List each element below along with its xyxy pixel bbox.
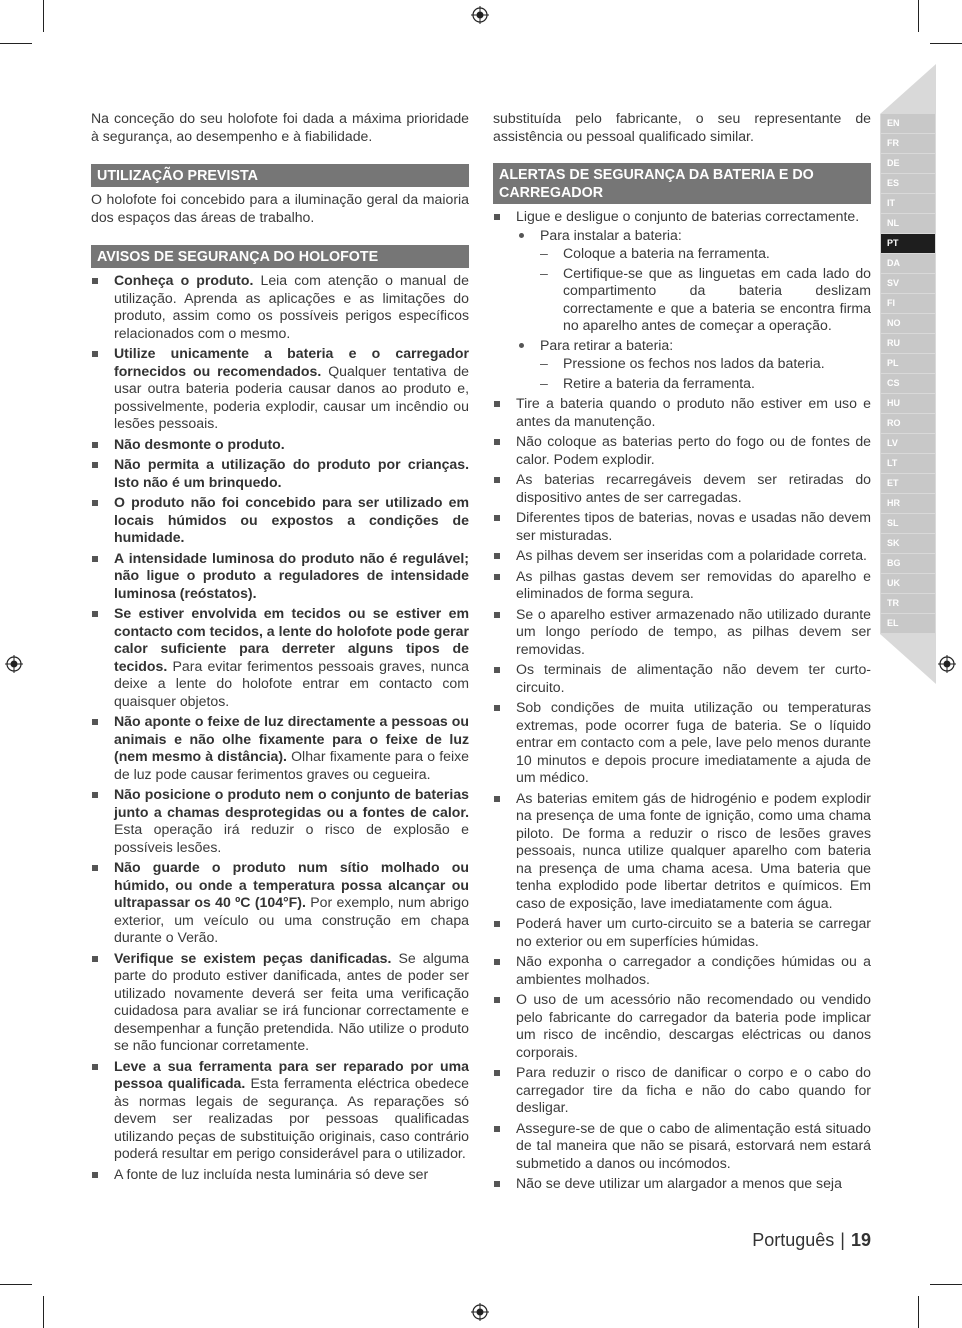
sub-list-item bbox=[516, 337, 871, 393]
language-tab-sv[interactable]: SV bbox=[881, 274, 935, 293]
list-item: Diferentes tipos de baterias, novas e usadas não devem ser misturadas. bbox=[493, 509, 871, 544]
list-item bbox=[91, 456, 469, 491]
list-item-bold: Não guarde o produto num sítio molhado ou húmido, ou onde a temperatura possa alcançar ou ultrapassar os 40 ºC (104°F). bbox=[114, 859, 469, 910]
list-item-bold: A intensidade luminosa do produto não é regulável; não ligue o produto a reguladores de intensidade luminosa (reóstatos). bbox=[114, 549, 469, 601]
list-item-text: Esta ferramenta eléctrica obedece às normas legais de segurança. As reparações só devem ser realizadas por pessoas qualificadas utilizando peças de substituição originais, caso contrário poderá resultar em perigo considerável para o utilizador. bbox=[114, 1075, 469, 1161]
language-tab-pl[interactable]: PL bbox=[881, 354, 935, 373]
page-footer bbox=[752, 1230, 871, 1251]
language-tab-tr[interactable]: TR bbox=[881, 594, 935, 613]
language-tab-et[interactable]: ET bbox=[881, 474, 935, 493]
floodlight-safety-list bbox=[91, 272, 469, 1183]
list-item-text: Por exemplo, num abrigo exterior, um veículo ou uma construção em chapa durante o Verão. bbox=[114, 894, 469, 945]
crop-mark bbox=[0, 1284, 32, 1285]
list-item bbox=[493, 208, 871, 392]
list-item: Não se deve utilizar um alargador a menos que seja bbox=[493, 1175, 871, 1193]
list-item: Poderá haver um curto-circuito se a bateria se carregar no exterior ou em superfícies húmidas. bbox=[493, 915, 871, 950]
step-item: – Coloque a bateria na ferramenta. bbox=[540, 245, 871, 263]
crop-mark bbox=[930, 43, 962, 44]
list-item: As pilhas devem ser inseridas com a polaridade correta. bbox=[493, 547, 871, 565]
list-item bbox=[91, 436, 469, 454]
list-item bbox=[91, 550, 469, 603]
list-item-text: A fonte de luz incluída nesta luminária só deve ser bbox=[114, 1165, 429, 1182]
section-heading-intended-use: UTILIZAÇÃO PREVISTA bbox=[91, 164, 469, 187]
language-tab-lt[interactable]: LT bbox=[881, 454, 935, 473]
list-item-bold: Não posicione o produto nem o conjunto de baterias junto a chamas desprotegidas ou a fontes de calor. bbox=[114, 786, 469, 820]
list-item-bold: O produto não foi concebido para ser utilizado em locais húmidos ou expostos a condições de humidade. bbox=[114, 494, 469, 545]
step-item: – Retire a bateria da ferramenta. bbox=[540, 375, 871, 393]
install-steps-list bbox=[540, 245, 871, 335]
list-item-text: Ligue e desligue o conjunto de baterias correctamente. bbox=[516, 208, 860, 224]
list-item-text: Leia com atenção o manual de utilização. Aprenda as aplicações e as limitações do produto, assim como os possíveis perigos específicos relacionados com o mesmo. bbox=[114, 272, 469, 341]
page-number: 19 bbox=[850, 1230, 871, 1250]
language-tab-sk[interactable]: SK bbox=[881, 534, 935, 553]
crop-mark bbox=[918, 1296, 919, 1328]
list-item-text: Qualquer tentativa de usar outra bateria poderia causar danos ao produto e, possivelmente, poderia explodir, causar um incêndio ou lesões pessoais. bbox=[114, 362, 470, 431]
list-item: As baterias recarregáveis devem ser retiradas do dispositivo antes de ser carregadas. bbox=[493, 471, 871, 506]
list-item bbox=[91, 605, 469, 710]
list-item: Assegure-se de que o cabo de alimentação está situado de tal maneira que não se pisará, estorvará nem estará submetido a danos ou incómodos. bbox=[493, 1120, 871, 1173]
list-item: Para reduzir o risco de danificar o corpo e o cabo do carregador tire da ficha e não do cabo quando for desligar. bbox=[493, 1064, 871, 1117]
language-tab-it[interactable]: IT bbox=[881, 194, 935, 213]
list-item-text: Se alguma parte do produto estiver danificada, antes de poder ser utilizado novamente deverá ser feita uma verificação cuidadosa para avaliar se irá funcionar correctamente e desempenhar a função pretendida. Não utilize o produto se não funcionar corretamente. bbox=[114, 949, 470, 1053]
list-item: As pilhas gastas devem ser removidas do aparelho e eliminados de forma segura. bbox=[493, 568, 871, 603]
list-item-bold: Não desmonte o produto. bbox=[114, 435, 285, 452]
registration-mark-icon bbox=[938, 655, 956, 673]
remove-label: Para retirar a bateria: bbox=[540, 336, 674, 353]
list-item-bold: Não permita a utilização do produto por crianças. Isto não é um brinquedo. bbox=[114, 456, 469, 490]
list-item-bold: Leve a sua ferramenta para ser reparado por uma pessoa qualificada. bbox=[114, 1057, 469, 1091]
section-heading-battery-safety: ALERTAS DE SEGURANÇA DA BATERIA E DO CARREGADOR bbox=[493, 163, 871, 204]
list-item-bold: Não aponte o feixe de luz directamente a pessoas ou animais e não olhe fixamente para o feixe de luz (nem mesmo à distância). bbox=[114, 713, 469, 764]
sub-list-item bbox=[516, 227, 871, 335]
registration-mark-icon bbox=[471, 1303, 489, 1321]
step-item: – Pressione os fechos nos lados da bateria. bbox=[540, 355, 871, 373]
language-tab-hu[interactable]: HU bbox=[881, 394, 935, 413]
registration-mark-icon bbox=[471, 6, 489, 24]
left-column bbox=[91, 110, 469, 1186]
language-tab-fi[interactable]: FI bbox=[881, 294, 935, 313]
remove-steps-list bbox=[540, 355, 871, 392]
continuation-paragraph: substituída pelo fabricante, o seu representante de assistência ou pessoal qualificado similar. bbox=[493, 110, 871, 144]
list-item: O uso de um acessório não recomendado ou vendido pelo fabricante do carregador da bateria pode implicar um risco de incêndio, descargas eléctricas ou danos corporais. bbox=[493, 991, 871, 1061]
language-tab-sl[interactable]: SL bbox=[881, 514, 935, 533]
list-item: Tire a bateria quando o produto não estiver em uso e antes da manutenção. bbox=[493, 395, 871, 430]
list-item-text: Olhar fixamente para o feixe de luz pode causar ferimentos graves ou cegueira. bbox=[114, 748, 470, 782]
language-tab-en[interactable]: EN bbox=[881, 114, 935, 133]
registration-mark-icon bbox=[5, 655, 23, 673]
crop-mark bbox=[43, 1296, 44, 1328]
list-item bbox=[91, 345, 469, 433]
list-item bbox=[91, 1058, 469, 1163]
footer-language: Português bbox=[752, 1230, 835, 1250]
list-item: Os terminais de alimentação não devem ter curto-circuito. bbox=[493, 661, 871, 696]
intro-paragraph: Na conceção do seu holofote foi dada a máxima prioridade à segurança, ao desempenho e à fiabilidade. bbox=[91, 110, 469, 144]
list-item: Não coloque as baterias perto do fogo ou de fontes de calor. Podem explodir. bbox=[493, 433, 871, 468]
battery-steps-list bbox=[516, 227, 871, 393]
step-item: – Certifique-se que as linguetas em cada lado do compartimento da bateria deslizam correctamente e que a bateria se encontra firma no aparelho antes de começar a operação. bbox=[540, 265, 871, 335]
install-label: Para instalar a bateria: bbox=[540, 226, 682, 243]
battery-safety-list bbox=[493, 208, 871, 1193]
language-tab-el[interactable]: EL bbox=[881, 614, 935, 633]
list-item-bold: Verifique se existem peças danificadas. bbox=[114, 949, 392, 966]
footer-separator: | bbox=[840, 1230, 845, 1250]
language-tab-es[interactable]: ES bbox=[881, 174, 935, 193]
language-tab-cs[interactable]: CS bbox=[881, 374, 935, 393]
list-item: Se o aparelho estiver armazenado não utilizado durante um longo período de tempo, as pilhas devem ser removidas. bbox=[493, 606, 871, 659]
list-item-text: Para evitar ferimentos pessoais graves, nunca deixe a lente do holofote entrar em contacto com quaisquer objetos. bbox=[114, 657, 469, 709]
crop-mark bbox=[0, 43, 32, 44]
language-tab-de[interactable]: DE bbox=[881, 154, 935, 173]
language-tab-hr[interactable]: HR bbox=[881, 494, 935, 513]
list-item bbox=[91, 494, 469, 547]
language-tab-uk[interactable]: UK bbox=[881, 574, 935, 593]
list-item bbox=[91, 1166, 469, 1184]
list-item-bold: Conheça o produto. bbox=[114, 272, 254, 288]
list-item-text: Esta operação irá reduzir o risco de explosão e possíveis lesões. bbox=[114, 821, 469, 855]
language-tab-fr[interactable]: FR bbox=[881, 134, 935, 153]
list-item: Sob condições de muita utilização ou temperaturas extremas, pode ocorrer fuga de bateria. Se o líquido entrar em contacto com a pele, lave pelo menos durante 10 minutos e depois procure imediatamente a ajuda de um médico. bbox=[493, 699, 871, 787]
crop-mark bbox=[918, 0, 919, 32]
crop-mark bbox=[930, 1284, 962, 1285]
intended-use-text: O holofote foi concebido para a iluminação geral da maioria dos espaços das áreas de trabalho. bbox=[91, 191, 469, 225]
language-tab-bg[interactable]: BG bbox=[881, 554, 935, 573]
language-tab-list bbox=[881, 114, 935, 634]
list-item-bold: Se estiver envolvida em tecidos ou se estiver em contacto com tecidos, a lente do holofote pode gerar calor suficiente para derreter alguns tipos de tecidos. bbox=[114, 605, 469, 674]
list-item bbox=[91, 786, 469, 856]
crop-mark bbox=[43, 0, 44, 32]
list-item bbox=[91, 950, 469, 1055]
section-heading-floodlight-safety: AVISOS DE SEGURANÇA DO HOLOFOTE bbox=[91, 245, 469, 268]
language-tab-ro[interactable]: RO bbox=[881, 414, 935, 433]
language-tab-no[interactable]: NO bbox=[881, 314, 935, 333]
language-tab-nl[interactable]: NL bbox=[881, 214, 935, 233]
list-item: Não exponha o carregador a condições húmidas ou a ambientes molhados. bbox=[493, 953, 871, 988]
language-tab-da[interactable]: DA bbox=[881, 254, 935, 273]
language-tab-ru[interactable]: RU bbox=[881, 334, 935, 353]
list-item-bold: Utilize unicamente a bateria e o carregador fornecidos ou recomendados. bbox=[114, 345, 469, 379]
language-tab-pt[interactable]: PT bbox=[881, 234, 935, 253]
list-item bbox=[91, 713, 469, 783]
right-column bbox=[493, 110, 871, 1196]
language-tab-lv[interactable]: LV bbox=[881, 434, 935, 453]
list-item bbox=[91, 272, 469, 342]
list-item: As baterias emitem gás de hidrogénio e podem explodir na presença de uma fonte de ignição, como uma chama piloto. De forma a reduzir o risco de lesões graves pessoais, nunca utilize qualquer aparelho com bateria na presença de uma chama acesa. Uma bateria que tenha explodido pode libertar detritos e químicos. Em caso de exposição, lave imediatamente com água. bbox=[493, 790, 871, 913]
list-item bbox=[91, 859, 469, 947]
